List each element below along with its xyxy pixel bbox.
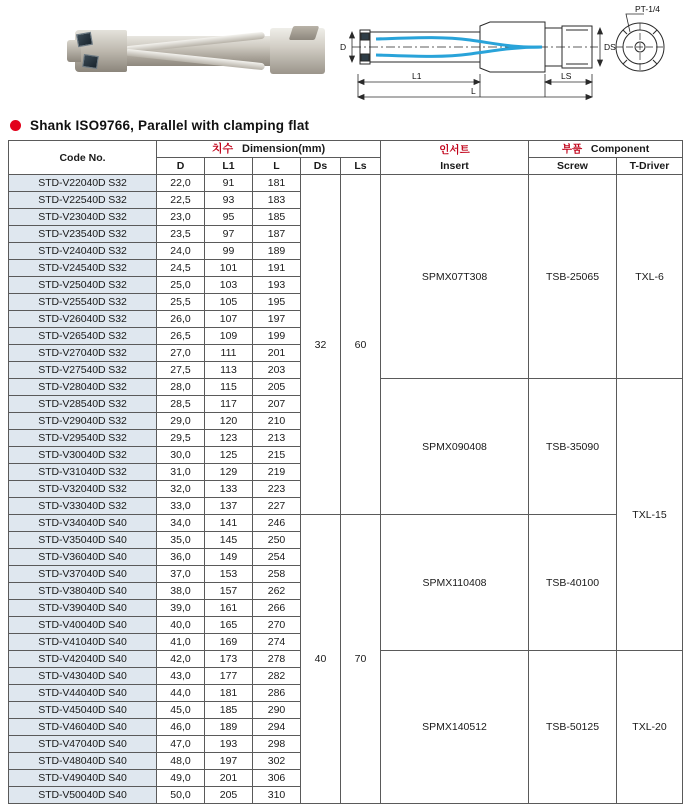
cell-l: 302	[253, 753, 301, 770]
specification-table	[8, 140, 683, 804]
cell-code: STD-V28040D S32	[9, 379, 157, 396]
cell-screw: TSB-40100	[529, 515, 617, 651]
illustration-area	[0, 0, 690, 110]
cell-code: STD-V34040D S40	[9, 515, 157, 532]
technical-drawing	[330, 2, 685, 108]
cell-driver: TXL-15	[617, 379, 683, 651]
header-dimension-kr: 치수	[211, 143, 234, 155]
cell-d: 40,0	[157, 617, 205, 634]
header-l: L	[253, 158, 301, 175]
cell-d: 29,5	[157, 430, 205, 447]
cell-d: 36,0	[157, 549, 205, 566]
cell-code: STD-V35040D S40	[9, 532, 157, 549]
cell-l: 306	[253, 770, 301, 787]
label-l: L	[471, 86, 476, 96]
cell-d: 37,0	[157, 566, 205, 583]
cell-code: STD-V24040D S32	[9, 243, 157, 260]
bullet-icon	[10, 120, 21, 131]
cell-code: STD-V22540D S32	[9, 192, 157, 209]
cell-l: 197	[253, 311, 301, 328]
cell-l1: 101	[205, 260, 253, 277]
cell-code: STD-V32040D S32	[9, 481, 157, 498]
cell-l: 266	[253, 600, 301, 617]
cell-d: 26,5	[157, 328, 205, 345]
cell-ls: 70	[341, 515, 381, 804]
header-row-1	[9, 141, 683, 158]
header-code: Code No.	[9, 141, 157, 175]
cell-l1: 113	[205, 362, 253, 379]
cell-code: STD-V36040D S40	[9, 549, 157, 566]
cell-l: 213	[253, 430, 301, 447]
header-dimension	[157, 141, 381, 158]
cell-l1: 117	[205, 396, 253, 413]
cell-l: 286	[253, 685, 301, 702]
cell-d: 22,5	[157, 192, 205, 209]
drill-photo	[55, 6, 325, 98]
cell-d: 24,0	[157, 243, 205, 260]
cell-code: STD-V25540D S32	[9, 294, 157, 311]
cell-l1: 161	[205, 600, 253, 617]
cell-d: 26,0	[157, 311, 205, 328]
cell-code: STD-V41040D S40	[9, 634, 157, 651]
cell-l: 282	[253, 668, 301, 685]
cell-l: 210	[253, 413, 301, 430]
section-heading-label: Shank ISO9766, Parallel with clamping flat	[30, 117, 310, 133]
cell-l: 223	[253, 481, 301, 498]
insert-tip-outer	[76, 32, 93, 47]
cell-insert: SPMX110408	[381, 515, 529, 651]
cell-l: 278	[253, 651, 301, 668]
cell-d: 41,0	[157, 634, 205, 651]
cell-l1: 177	[205, 668, 253, 685]
cell-d: 39,0	[157, 600, 205, 617]
cell-l1: 185	[205, 702, 253, 719]
cell-code: STD-V38040D S40	[9, 583, 157, 600]
cell-code: STD-V46040D S40	[9, 719, 157, 736]
header-ds: Ds	[301, 158, 341, 175]
cell-d: 22,0	[157, 175, 205, 192]
cell-d: 27,0	[157, 345, 205, 362]
cell-d: 33,0	[157, 498, 205, 515]
cell-code: STD-V24540D S32	[9, 260, 157, 277]
cell-l1: 115	[205, 379, 253, 396]
cell-screw: TSB-50125	[529, 651, 617, 804]
cell-d: 24,5	[157, 260, 205, 277]
cell-l: 199	[253, 328, 301, 345]
cell-code: STD-V49040D S40	[9, 770, 157, 787]
cell-code: STD-V37040D S40	[9, 566, 157, 583]
header-insert-kr: 인서트	[439, 143, 470, 156]
cell-d: 44,0	[157, 685, 205, 702]
cell-l: 215	[253, 447, 301, 464]
cell-l1: 99	[205, 243, 253, 260]
label-thread: PT-1/4	[635, 4, 661, 14]
cell-code: STD-V27540D S32	[9, 362, 157, 379]
cell-l1: 123	[205, 430, 253, 447]
cell-driver: TXL-6	[617, 175, 683, 379]
cell-d: 34,0	[157, 515, 205, 532]
cell-code: STD-V31040D S32	[9, 464, 157, 481]
cell-d: 32,0	[157, 481, 205, 498]
cell-l: 183	[253, 192, 301, 209]
cell-d: 48,0	[157, 753, 205, 770]
cell-ds: 32	[301, 175, 341, 515]
cell-l1: 129	[205, 464, 253, 481]
cell-l1: 157	[205, 583, 253, 600]
cell-l1: 120	[205, 413, 253, 430]
header-insert-en: Insert	[440, 159, 469, 172]
cell-code: STD-V26040D S32	[9, 311, 157, 328]
cell-d: 28,5	[157, 396, 205, 413]
cell-l1: 193	[205, 736, 253, 753]
cell-d: 38,0	[157, 583, 205, 600]
cell-l1: 181	[205, 685, 253, 702]
cell-d: 49,0	[157, 770, 205, 787]
cell-l1: 189	[205, 719, 253, 736]
cell-l1: 169	[205, 634, 253, 651]
label-ls: LS	[561, 71, 572, 81]
cell-l: 262	[253, 583, 301, 600]
cell-l: 205	[253, 379, 301, 396]
cell-l: 258	[253, 566, 301, 583]
insert-tip-inner	[82, 54, 99, 69]
cell-l: 207	[253, 396, 301, 413]
header-ls: Ls	[341, 158, 381, 175]
cell-code: STD-V40040D S40	[9, 617, 157, 634]
header-dimension-en: Dimension(mm)	[242, 143, 326, 155]
cell-d: 45,0	[157, 702, 205, 719]
cell-l: 298	[253, 736, 301, 753]
cell-l: 181	[253, 175, 301, 192]
cell-l1: 165	[205, 617, 253, 634]
cell-code: STD-V45040D S40	[9, 702, 157, 719]
cell-l: 227	[253, 498, 301, 515]
cell-code: STD-V30040D S32	[9, 447, 157, 464]
cell-l1: 133	[205, 481, 253, 498]
cell-l: 185	[253, 209, 301, 226]
section-heading	[0, 112, 690, 138]
cell-l: 187	[253, 226, 301, 243]
cell-code: STD-V48040D S40	[9, 753, 157, 770]
cell-code: STD-V26540D S32	[9, 328, 157, 345]
cell-code: STD-V39040D S40	[9, 600, 157, 617]
cell-l: 294	[253, 719, 301, 736]
label-d: D	[340, 42, 347, 52]
cell-l1: 205	[205, 787, 253, 804]
cell-d: 50,0	[157, 787, 205, 804]
cell-l1: 105	[205, 294, 253, 311]
cell-insert: SPMX140512	[381, 651, 529, 804]
cell-l1: 125	[205, 447, 253, 464]
cell-l1: 93	[205, 192, 253, 209]
cell-d: 30,0	[157, 447, 205, 464]
cell-l1: 137	[205, 498, 253, 515]
cell-l: 254	[253, 549, 301, 566]
cell-l: 193	[253, 277, 301, 294]
cell-d: 35,0	[157, 532, 205, 549]
cell-code: STD-V29540D S32	[9, 430, 157, 447]
cell-code: STD-V23540D S32	[9, 226, 157, 243]
cell-screw: TSB-35090	[529, 379, 617, 515]
cell-l1: 103	[205, 277, 253, 294]
cell-insert: SPMX07T308	[381, 175, 529, 379]
cell-l: 189	[253, 243, 301, 260]
cell-l: 310	[253, 787, 301, 804]
cell-insert: SPMX090408	[381, 379, 529, 515]
table-row	[9, 175, 683, 192]
cell-d: 31,0	[157, 464, 205, 481]
cell-l: 290	[253, 702, 301, 719]
cell-d: 46,0	[157, 719, 205, 736]
cell-d: 25,0	[157, 277, 205, 294]
label-ds: DS	[604, 42, 616, 52]
cell-l1: 91	[205, 175, 253, 192]
header-component	[529, 141, 683, 158]
cell-l1: 201	[205, 770, 253, 787]
header-driver: T-Driver	[617, 158, 683, 175]
cell-l: 203	[253, 362, 301, 379]
cell-l: 201	[253, 345, 301, 362]
cell-l1: 141	[205, 515, 253, 532]
label-l1: L1	[412, 71, 422, 81]
cell-l1: 153	[205, 566, 253, 583]
cell-d: 47,0	[157, 736, 205, 753]
cell-code: STD-V27040D S32	[9, 345, 157, 362]
cell-l: 195	[253, 294, 301, 311]
cell-ls: 60	[341, 175, 381, 515]
cell-l: 274	[253, 634, 301, 651]
header-insert	[381, 141, 529, 175]
cell-code: STD-V44040D S40	[9, 685, 157, 702]
cell-d: 23,0	[157, 209, 205, 226]
clamping-flat	[289, 26, 320, 40]
cell-l: 250	[253, 532, 301, 549]
cell-code: STD-V42040D S40	[9, 651, 157, 668]
cell-ds: 40	[301, 515, 341, 804]
cell-l1: 111	[205, 345, 253, 362]
cell-code: STD-V50040D S40	[9, 787, 157, 804]
header-component-kr: 부품	[561, 143, 583, 155]
cell-l1: 149	[205, 549, 253, 566]
cell-d: 23,5	[157, 226, 205, 243]
cell-code: STD-V47040D S40	[9, 736, 157, 753]
cell-code: STD-V25040D S32	[9, 277, 157, 294]
cell-l1: 97	[205, 226, 253, 243]
cell-l1: 109	[205, 328, 253, 345]
header-d: D	[157, 158, 205, 175]
table-row	[9, 515, 683, 532]
cell-l1: 95	[205, 209, 253, 226]
cell-driver: TXL-20	[617, 651, 683, 804]
cell-l1: 145	[205, 532, 253, 549]
cell-d: 25,5	[157, 294, 205, 311]
cell-d: 42,0	[157, 651, 205, 668]
cell-l: 270	[253, 617, 301, 634]
cell-d: 29,0	[157, 413, 205, 430]
cell-l: 219	[253, 464, 301, 481]
cell-code: STD-V33040D S32	[9, 498, 157, 515]
cell-code: STD-V28540D S32	[9, 396, 157, 413]
header-component-en: Component	[590, 143, 650, 155]
cell-code: STD-V29040D S32	[9, 413, 157, 430]
cell-d: 28,0	[157, 379, 205, 396]
cell-l1: 173	[205, 651, 253, 668]
cell-l1: 107	[205, 311, 253, 328]
cell-screw: TSB-25065	[529, 175, 617, 379]
cell-code: STD-V43040D S40	[9, 668, 157, 685]
cell-l1: 197	[205, 753, 253, 770]
table-body	[9, 175, 683, 804]
cell-d: 43,0	[157, 668, 205, 685]
header-screw: Screw	[529, 158, 617, 175]
cell-code: STD-V23040D S32	[9, 209, 157, 226]
cell-code: STD-V22040D S32	[9, 175, 157, 192]
cell-d: 27,5	[157, 362, 205, 379]
table-head	[9, 141, 683, 175]
cell-l: 246	[253, 515, 301, 532]
header-l1: L1	[205, 158, 253, 175]
cell-l: 191	[253, 260, 301, 277]
